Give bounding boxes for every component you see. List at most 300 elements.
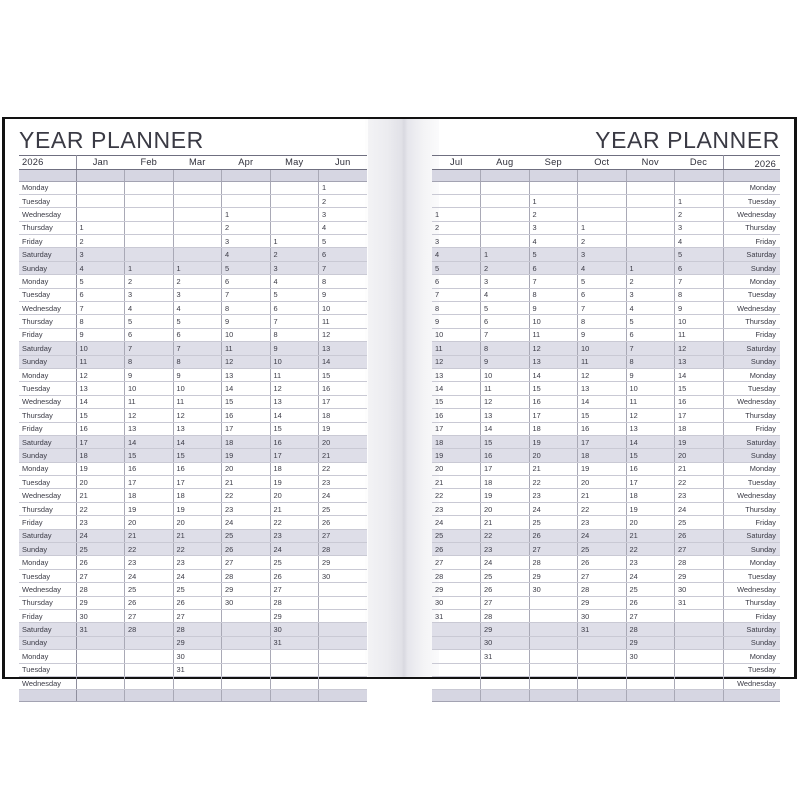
date-cell-feb[interactable] xyxy=(125,208,174,221)
date-cell-aug[interactable]: 26 xyxy=(481,583,530,596)
date-cell-feb[interactable] xyxy=(125,194,174,207)
date-cell-jun[interactable]: 2 xyxy=(319,194,368,207)
date-cell-feb[interactable]: 6 xyxy=(125,328,174,341)
date-cell-oct[interactable]: 28 xyxy=(578,583,627,596)
date-cell-oct[interactable] xyxy=(578,181,627,194)
date-cell-jul[interactable]: 16 xyxy=(432,409,481,422)
date-cell-apr[interactable]: 20 xyxy=(222,462,271,475)
date-cell-sep[interactable]: 16 xyxy=(529,395,578,408)
date-cell-jun[interactable]: 18 xyxy=(319,409,368,422)
date-cell-apr[interactable]: 6 xyxy=(222,275,271,288)
date-cell-jun[interactable]: 12 xyxy=(319,328,368,341)
date-cell-oct[interactable]: 4 xyxy=(578,261,627,274)
date-cell-mar[interactable]: 6 xyxy=(173,328,222,341)
date-cell-aug[interactable]: 23 xyxy=(481,543,530,556)
date-cell-aug[interactable]: 10 xyxy=(481,368,530,381)
date-cell-nov[interactable]: 17 xyxy=(626,476,675,489)
date-cell-may[interactable]: 28 xyxy=(270,596,319,609)
date-cell-jun[interactable]: 29 xyxy=(319,556,368,569)
date-cell-jun[interactable]: 25 xyxy=(319,502,368,515)
date-cell-dec[interactable]: 20 xyxy=(675,449,724,462)
date-cell-jun[interactable]: 23 xyxy=(319,476,368,489)
date-cell-feb[interactable]: 5 xyxy=(125,315,174,328)
date-cell-jan[interactable]: 27 xyxy=(76,569,125,582)
date-cell-may[interactable]: 20 xyxy=(270,489,319,502)
date-cell-apr[interactable]: 11 xyxy=(222,342,271,355)
date-cell-oct[interactable]: 13 xyxy=(578,382,627,395)
date-cell-nov[interactable]: 21 xyxy=(626,529,675,542)
date-cell-oct[interactable]: 19 xyxy=(578,462,627,475)
date-cell-jan[interactable]: 12 xyxy=(76,368,125,381)
date-cell-apr[interactable]: 27 xyxy=(222,556,271,569)
date-cell-nov[interactable] xyxy=(626,676,675,689)
date-cell-dec[interactable]: 4 xyxy=(675,235,724,248)
date-cell-apr[interactable] xyxy=(222,663,271,676)
date-cell-jul[interactable]: 18 xyxy=(432,435,481,448)
date-cell-may[interactable]: 11 xyxy=(270,368,319,381)
date-cell-apr[interactable] xyxy=(222,650,271,663)
date-cell-apr[interactable]: 3 xyxy=(222,235,271,248)
date-cell-may[interactable]: 13 xyxy=(270,395,319,408)
date-cell-apr[interactable]: 28 xyxy=(222,569,271,582)
date-cell-nov[interactable]: 12 xyxy=(626,409,675,422)
date-cell-sep[interactable] xyxy=(529,596,578,609)
date-cell-aug[interactable]: 16 xyxy=(481,449,530,462)
date-cell-aug[interactable]: 1 xyxy=(481,248,530,261)
date-cell-dec[interactable]: 5 xyxy=(675,248,724,261)
date-cell-sep[interactable]: 22 xyxy=(529,476,578,489)
date-cell-dec[interactable]: 6 xyxy=(675,261,724,274)
date-cell-jun[interactable]: 30 xyxy=(319,569,368,582)
date-cell-may[interactable]: 9 xyxy=(270,342,319,355)
date-cell-may[interactable]: 22 xyxy=(270,516,319,529)
date-cell-sep[interactable]: 15 xyxy=(529,382,578,395)
date-cell-oct[interactable] xyxy=(578,663,627,676)
date-cell-jul[interactable]: 17 xyxy=(432,422,481,435)
date-cell-apr[interactable]: 19 xyxy=(222,449,271,462)
date-cell-mar[interactable]: 31 xyxy=(173,663,222,676)
date-cell-oct[interactable]: 26 xyxy=(578,556,627,569)
date-cell-jul[interactable]: 12 xyxy=(432,355,481,368)
date-cell-aug[interactable] xyxy=(481,235,530,248)
date-cell-jun[interactable]: 27 xyxy=(319,529,368,542)
date-cell-jun[interactable]: 5 xyxy=(319,235,368,248)
date-cell-jul[interactable] xyxy=(432,181,481,194)
date-cell-apr[interactable]: 7 xyxy=(222,288,271,301)
date-cell-jun[interactable]: 26 xyxy=(319,516,368,529)
date-cell-nov[interactable]: 30 xyxy=(626,650,675,663)
date-cell-dec[interactable]: 15 xyxy=(675,382,724,395)
date-cell-mar[interactable] xyxy=(173,208,222,221)
date-cell-aug[interactable]: 30 xyxy=(481,636,530,649)
date-cell-oct[interactable]: 25 xyxy=(578,543,627,556)
date-cell-oct[interactable] xyxy=(578,208,627,221)
date-cell-dec[interactable]: 14 xyxy=(675,368,724,381)
date-cell-oct[interactable]: 7 xyxy=(578,302,627,315)
date-cell-jun[interactable]: 11 xyxy=(319,315,368,328)
date-cell-may[interactable]: 6 xyxy=(270,302,319,315)
date-cell-apr[interactable]: 9 xyxy=(222,315,271,328)
date-cell-aug[interactable]: 28 xyxy=(481,610,530,623)
date-cell-nov[interactable]: 11 xyxy=(626,395,675,408)
date-cell-sep[interactable] xyxy=(529,676,578,689)
date-cell-jan[interactable]: 24 xyxy=(76,529,125,542)
date-cell-feb[interactable]: 19 xyxy=(125,502,174,515)
date-cell-dec[interactable]: 2 xyxy=(675,208,724,221)
date-cell-apr[interactable]: 26 xyxy=(222,543,271,556)
date-cell-oct[interactable]: 22 xyxy=(578,502,627,515)
date-cell-oct[interactable]: 6 xyxy=(578,288,627,301)
date-cell-aug[interactable]: 2 xyxy=(481,261,530,274)
date-cell-mar[interactable] xyxy=(173,221,222,234)
date-cell-jan[interactable]: 4 xyxy=(76,261,125,274)
date-cell-sep[interactable]: 6 xyxy=(529,261,578,274)
date-cell-apr[interactable]: 17 xyxy=(222,422,271,435)
date-cell-mar[interactable] xyxy=(173,248,222,261)
date-cell-jan[interactable]: 16 xyxy=(76,422,125,435)
date-cell-sep[interactable]: 1 xyxy=(529,194,578,207)
date-cell-nov[interactable]: 14 xyxy=(626,435,675,448)
date-cell-jun[interactable]: 13 xyxy=(319,342,368,355)
date-cell-sep[interactable]: 10 xyxy=(529,315,578,328)
date-cell-dec[interactable]: 12 xyxy=(675,342,724,355)
date-cell-apr[interactable]: 25 xyxy=(222,529,271,542)
date-cell-jul[interactable]: 1 xyxy=(432,208,481,221)
date-cell-jul[interactable]: 30 xyxy=(432,596,481,609)
date-cell-mar[interactable]: 13 xyxy=(173,422,222,435)
date-cell-mar[interactable]: 12 xyxy=(173,409,222,422)
date-cell-feb[interactable] xyxy=(125,248,174,261)
date-cell-feb[interactable]: 15 xyxy=(125,449,174,462)
date-cell-aug[interactable]: 6 xyxy=(481,315,530,328)
date-cell-jun[interactable]: 20 xyxy=(319,435,368,448)
date-cell-mar[interactable] xyxy=(173,181,222,194)
date-cell-may[interactable]: 26 xyxy=(270,569,319,582)
date-cell-feb[interactable]: 9 xyxy=(125,368,174,381)
date-cell-jul[interactable]: 24 xyxy=(432,516,481,529)
date-cell-dec[interactable] xyxy=(675,181,724,194)
date-cell-nov[interactable]: 18 xyxy=(626,489,675,502)
date-cell-apr[interactable]: 8 xyxy=(222,302,271,315)
date-cell-aug[interactable]: 15 xyxy=(481,435,530,448)
date-cell-jun[interactable] xyxy=(319,583,368,596)
date-cell-jan[interactable]: 14 xyxy=(76,395,125,408)
date-cell-may[interactable]: 23 xyxy=(270,529,319,542)
date-cell-dec[interactable]: 1 xyxy=(675,194,724,207)
date-cell-oct[interactable]: 8 xyxy=(578,315,627,328)
date-cell-jun[interactable]: 19 xyxy=(319,422,368,435)
date-cell-jun[interactable]: 28 xyxy=(319,543,368,556)
date-cell-nov[interactable] xyxy=(626,221,675,234)
date-cell-dec[interactable] xyxy=(675,623,724,636)
date-cell-apr[interactable]: 12 xyxy=(222,355,271,368)
date-cell-nov[interactable]: 5 xyxy=(626,315,675,328)
date-cell-sep[interactable]: 20 xyxy=(529,449,578,462)
date-cell-feb[interactable]: 8 xyxy=(125,355,174,368)
date-cell-aug[interactable]: 8 xyxy=(481,342,530,355)
date-cell-nov[interactable]: 25 xyxy=(626,583,675,596)
date-cell-jan[interactable] xyxy=(76,663,125,676)
date-cell-nov[interactable]: 7 xyxy=(626,342,675,355)
date-cell-sep[interactable]: 19 xyxy=(529,435,578,448)
date-cell-mar[interactable]: 29 xyxy=(173,636,222,649)
date-cell-apr[interactable]: 14 xyxy=(222,382,271,395)
date-cell-jan[interactable]: 9 xyxy=(76,328,125,341)
date-cell-nov[interactable]: 10 xyxy=(626,382,675,395)
date-cell-oct[interactable]: 10 xyxy=(578,342,627,355)
date-cell-nov[interactable]: 29 xyxy=(626,636,675,649)
date-cell-may[interactable]: 30 xyxy=(270,623,319,636)
date-cell-nov[interactable]: 13 xyxy=(626,422,675,435)
date-cell-mar[interactable]: 22 xyxy=(173,543,222,556)
date-cell-jan[interactable] xyxy=(76,181,125,194)
date-cell-jul[interactable]: 14 xyxy=(432,382,481,395)
date-cell-nov[interactable]: 26 xyxy=(626,596,675,609)
date-cell-apr[interactable]: 30 xyxy=(222,596,271,609)
date-cell-dec[interactable]: 8 xyxy=(675,288,724,301)
date-cell-aug[interactable] xyxy=(481,208,530,221)
date-cell-apr[interactable]: 4 xyxy=(222,248,271,261)
date-cell-sep[interactable] xyxy=(529,610,578,623)
date-cell-jan[interactable]: 26 xyxy=(76,556,125,569)
date-cell-aug[interactable]: 22 xyxy=(481,529,530,542)
date-cell-jul[interactable]: 9 xyxy=(432,315,481,328)
date-cell-dec[interactable]: 23 xyxy=(675,489,724,502)
date-cell-dec[interactable]: 18 xyxy=(675,422,724,435)
date-cell-sep[interactable]: 5 xyxy=(529,248,578,261)
date-cell-feb[interactable]: 14 xyxy=(125,435,174,448)
date-cell-aug[interactable]: 21 xyxy=(481,516,530,529)
date-cell-jul[interactable]: 29 xyxy=(432,583,481,596)
date-cell-aug[interactable]: 11 xyxy=(481,382,530,395)
date-cell-may[interactable]: 3 xyxy=(270,261,319,274)
date-cell-sep[interactable]: 3 xyxy=(529,221,578,234)
date-cell-jun[interactable] xyxy=(319,596,368,609)
date-cell-feb[interactable]: 27 xyxy=(125,610,174,623)
date-cell-feb[interactable]: 25 xyxy=(125,583,174,596)
date-cell-mar[interactable]: 23 xyxy=(173,556,222,569)
date-cell-jan[interactable]: 7 xyxy=(76,302,125,315)
date-cell-jun[interactable]: 1 xyxy=(319,181,368,194)
date-cell-jan[interactable]: 17 xyxy=(76,435,125,448)
date-cell-jan[interactable]: 29 xyxy=(76,596,125,609)
date-cell-aug[interactable] xyxy=(481,676,530,689)
date-cell-jan[interactable]: 5 xyxy=(76,275,125,288)
date-cell-jul[interactable]: 26 xyxy=(432,543,481,556)
date-cell-jul[interactable] xyxy=(432,623,481,636)
date-cell-may[interactable] xyxy=(270,221,319,234)
date-cell-jan[interactable]: 10 xyxy=(76,342,125,355)
date-cell-mar[interactable]: 21 xyxy=(173,529,222,542)
date-cell-sep[interactable]: 13 xyxy=(529,355,578,368)
date-cell-apr[interactable] xyxy=(222,181,271,194)
date-cell-dec[interactable] xyxy=(675,636,724,649)
date-cell-jan[interactable]: 2 xyxy=(76,235,125,248)
date-cell-feb[interactable]: 20 xyxy=(125,516,174,529)
date-cell-oct[interactable] xyxy=(578,676,627,689)
date-cell-sep[interactable]: 2 xyxy=(529,208,578,221)
date-cell-may[interactable]: 21 xyxy=(270,502,319,515)
date-cell-may[interactable]: 29 xyxy=(270,610,319,623)
date-cell-sep[interactable]: 4 xyxy=(529,235,578,248)
date-cell-feb[interactable]: 28 xyxy=(125,623,174,636)
date-cell-nov[interactable]: 22 xyxy=(626,543,675,556)
date-cell-jul[interactable]: 15 xyxy=(432,395,481,408)
date-cell-dec[interactable]: 31 xyxy=(675,596,724,609)
date-cell-feb[interactable]: 23 xyxy=(125,556,174,569)
date-cell-aug[interactable]: 12 xyxy=(481,395,530,408)
date-cell-dec[interactable]: 19 xyxy=(675,435,724,448)
date-cell-sep[interactable]: 14 xyxy=(529,368,578,381)
date-cell-apr[interactable]: 15 xyxy=(222,395,271,408)
date-cell-apr[interactable] xyxy=(222,676,271,689)
date-cell-may[interactable]: 16 xyxy=(270,435,319,448)
date-cell-jul[interactable]: 11 xyxy=(432,342,481,355)
date-cell-dec[interactable]: 13 xyxy=(675,355,724,368)
date-cell-feb[interactable]: 26 xyxy=(125,596,174,609)
date-cell-aug[interactable] xyxy=(481,221,530,234)
date-cell-aug[interactable]: 25 xyxy=(481,569,530,582)
date-cell-mar[interactable]: 11 xyxy=(173,395,222,408)
date-cell-dec[interactable]: 25 xyxy=(675,516,724,529)
date-cell-mar[interactable]: 26 xyxy=(173,596,222,609)
date-cell-jun[interactable] xyxy=(319,610,368,623)
date-cell-jan[interactable] xyxy=(76,636,125,649)
date-cell-dec[interactable]: 21 xyxy=(675,462,724,475)
date-cell-oct[interactable]: 5 xyxy=(578,275,627,288)
date-cell-jun[interactable]: 4 xyxy=(319,221,368,234)
date-cell-may[interactable]: 10 xyxy=(270,355,319,368)
date-cell-dec[interactable]: 26 xyxy=(675,529,724,542)
date-cell-jul[interactable]: 7 xyxy=(432,288,481,301)
date-cell-sep[interactable] xyxy=(529,636,578,649)
date-cell-may[interactable]: 31 xyxy=(270,636,319,649)
date-cell-jul[interactable]: 25 xyxy=(432,529,481,542)
date-cell-jan[interactable]: 30 xyxy=(76,610,125,623)
date-cell-oct[interactable]: 20 xyxy=(578,476,627,489)
date-cell-nov[interactable]: 9 xyxy=(626,368,675,381)
date-cell-jul[interactable]: 10 xyxy=(432,328,481,341)
date-cell-jun[interactable]: 6 xyxy=(319,248,368,261)
date-cell-sep[interactable]: 29 xyxy=(529,569,578,582)
date-cell-aug[interactable]: 5 xyxy=(481,302,530,315)
date-cell-apr[interactable]: 18 xyxy=(222,435,271,448)
date-cell-mar[interactable]: 18 xyxy=(173,489,222,502)
date-cell-jan[interactable]: 8 xyxy=(76,315,125,328)
date-cell-oct[interactable]: 11 xyxy=(578,355,627,368)
date-cell-jul[interactable]: 28 xyxy=(432,569,481,582)
date-cell-jun[interactable]: 16 xyxy=(319,382,368,395)
date-cell-feb[interactable]: 18 xyxy=(125,489,174,502)
date-cell-jul[interactable]: 19 xyxy=(432,449,481,462)
date-cell-jul[interactable]: 4 xyxy=(432,248,481,261)
date-cell-jul[interactable] xyxy=(432,650,481,663)
date-cell-may[interactable] xyxy=(270,194,319,207)
date-cell-mar[interactable]: 2 xyxy=(173,275,222,288)
date-cell-jul[interactable] xyxy=(432,636,481,649)
date-cell-sep[interactable]: 8 xyxy=(529,288,578,301)
date-cell-aug[interactable]: 4 xyxy=(481,288,530,301)
date-cell-aug[interactable]: 14 xyxy=(481,422,530,435)
date-cell-oct[interactable] xyxy=(578,650,627,663)
date-cell-sep[interactable]: 11 xyxy=(529,328,578,341)
date-cell-mar[interactable] xyxy=(173,235,222,248)
date-cell-feb[interactable]: 16 xyxy=(125,462,174,475)
date-cell-jun[interactable]: 14 xyxy=(319,355,368,368)
date-cell-sep[interactable]: 17 xyxy=(529,409,578,422)
date-cell-jan[interactable] xyxy=(76,676,125,689)
date-cell-jun[interactable] xyxy=(319,650,368,663)
date-cell-sep[interactable]: 23 xyxy=(529,489,578,502)
date-cell-oct[interactable]: 1 xyxy=(578,221,627,234)
date-cell-apr[interactable]: 21 xyxy=(222,476,271,489)
date-cell-jun[interactable]: 3 xyxy=(319,208,368,221)
date-cell-mar[interactable]: 24 xyxy=(173,569,222,582)
date-cell-oct[interactable]: 24 xyxy=(578,529,627,542)
date-cell-oct[interactable]: 16 xyxy=(578,422,627,435)
date-cell-mar[interactable]: 4 xyxy=(173,302,222,315)
date-cell-oct[interactable]: 18 xyxy=(578,449,627,462)
date-cell-aug[interactable]: 31 xyxy=(481,650,530,663)
date-cell-jan[interactable] xyxy=(76,650,125,663)
date-cell-nov[interactable]: 15 xyxy=(626,449,675,462)
date-cell-jul[interactable]: 31 xyxy=(432,610,481,623)
date-cell-nov[interactable]: 27 xyxy=(626,610,675,623)
date-cell-jun[interactable]: 9 xyxy=(319,288,368,301)
date-cell-dec[interactable]: 16 xyxy=(675,395,724,408)
date-cell-mar[interactable]: 19 xyxy=(173,502,222,515)
date-cell-dec[interactable]: 28 xyxy=(675,556,724,569)
date-cell-oct[interactable]: 3 xyxy=(578,248,627,261)
date-cell-aug[interactable]: 27 xyxy=(481,596,530,609)
date-cell-may[interactable]: 19 xyxy=(270,476,319,489)
date-cell-oct[interactable]: 27 xyxy=(578,569,627,582)
date-cell-mar[interactable]: 15 xyxy=(173,449,222,462)
date-cell-jun[interactable]: 24 xyxy=(319,489,368,502)
date-cell-dec[interactable]: 17 xyxy=(675,409,724,422)
date-cell-oct[interactable]: 15 xyxy=(578,409,627,422)
date-cell-jun[interactable] xyxy=(319,676,368,689)
date-cell-dec[interactable] xyxy=(675,650,724,663)
date-cell-jun[interactable] xyxy=(319,623,368,636)
date-cell-aug[interactable]: 13 xyxy=(481,409,530,422)
date-cell-oct[interactable]: 29 xyxy=(578,596,627,609)
date-cell-jun[interactable]: 8 xyxy=(319,275,368,288)
date-cell-may[interactable]: 12 xyxy=(270,382,319,395)
date-cell-jul[interactable]: 21 xyxy=(432,476,481,489)
date-cell-feb[interactable]: 4 xyxy=(125,302,174,315)
date-cell-jan[interactable]: 6 xyxy=(76,288,125,301)
date-cell-mar[interactable]: 3 xyxy=(173,288,222,301)
date-cell-nov[interactable] xyxy=(626,235,675,248)
date-cell-jan[interactable]: 28 xyxy=(76,583,125,596)
date-cell-sep[interactable] xyxy=(529,663,578,676)
date-cell-mar[interactable]: 28 xyxy=(173,623,222,636)
date-cell-mar[interactable] xyxy=(173,676,222,689)
date-cell-apr[interactable]: 16 xyxy=(222,409,271,422)
date-cell-feb[interactable]: 11 xyxy=(125,395,174,408)
date-cell-may[interactable]: 8 xyxy=(270,328,319,341)
date-cell-mar[interactable]: 20 xyxy=(173,516,222,529)
date-cell-feb[interactable]: 10 xyxy=(125,382,174,395)
date-cell-aug[interactable]: 18 xyxy=(481,476,530,489)
date-cell-dec[interactable]: 22 xyxy=(675,476,724,489)
date-cell-apr[interactable]: 24 xyxy=(222,516,271,529)
date-cell-sep[interactable]: 21 xyxy=(529,462,578,475)
date-cell-feb[interactable]: 21 xyxy=(125,529,174,542)
date-cell-dec[interactable] xyxy=(675,663,724,676)
date-cell-nov[interactable] xyxy=(626,663,675,676)
